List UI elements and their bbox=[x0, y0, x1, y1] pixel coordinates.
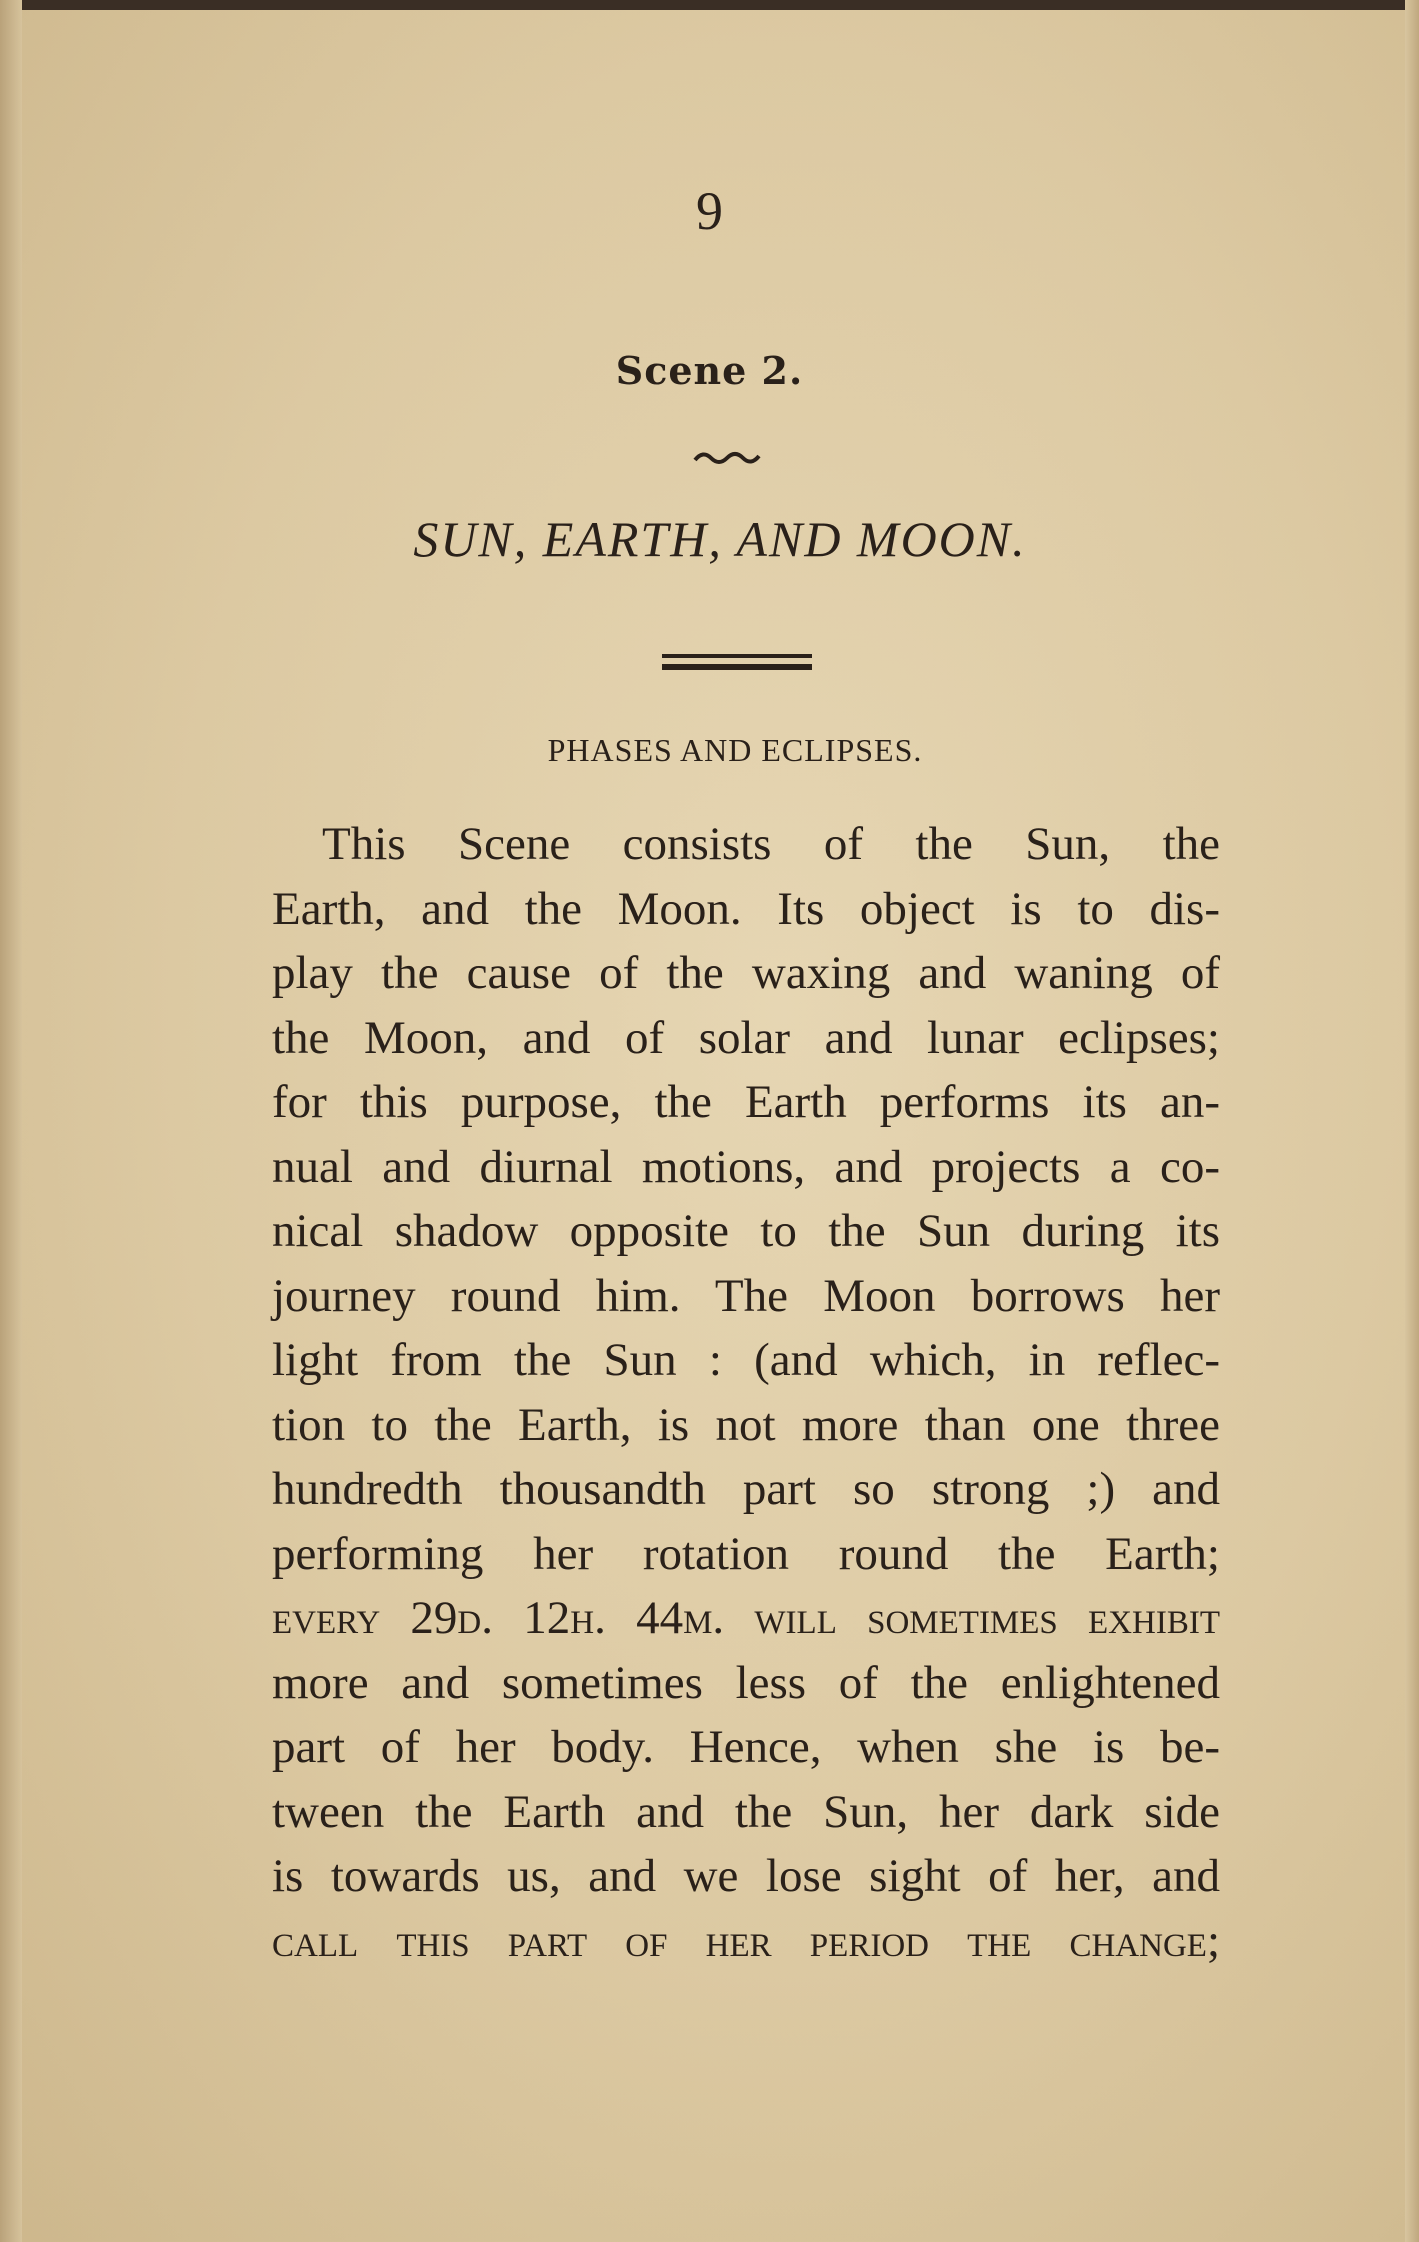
body-line: the Moon, and of solar and lunar eclipses; bbox=[272, 1011, 1220, 1064]
body-line: light from the Sun : (and which, in reflec- bbox=[272, 1334, 1220, 1386]
page-right-edge bbox=[1405, 0, 1419, 2242]
body-line: journey round him. The Moon borrows her bbox=[272, 1269, 1220, 1322]
body-line: every 29d. 12h. 44m. will sometimes exhibit bbox=[272, 1592, 1220, 1644]
chapter-title: SUN, EARTH, AND MOON. bbox=[413, 511, 1027, 567]
body-line: nical shadow opposite to the Sun during its bbox=[272, 1205, 1220, 1257]
body-line: tween the Earth and the Sun, her dark side bbox=[272, 1785, 1220, 1838]
page-number: 9 bbox=[696, 181, 723, 241]
body-line: more and sometimes less of the enlightened bbox=[272, 1656, 1220, 1709]
body-line: is towards us, and we lose sight of her, and bbox=[272, 1850, 1220, 1902]
body-line: call this part of her period the change; bbox=[272, 1914, 1220, 1967]
page-left-edge bbox=[0, 0, 22, 2242]
wave-ornament bbox=[693, 448, 763, 468]
section-subtitle: PHASES AND ECLIPSES. bbox=[547, 732, 923, 768]
body-line: nual and diurnal motions, and projects a co- bbox=[272, 1140, 1220, 1193]
body-line: for this purpose, the Earth performs its an- bbox=[272, 1076, 1220, 1128]
page-top-edge bbox=[0, 0, 1419, 10]
body-line: play the cause of the waxing and waning of bbox=[272, 947, 1220, 999]
body-line: Earth, and the Moon. Its object is to dis- bbox=[272, 882, 1220, 935]
body-line: tion to the Earth, is not more than one three bbox=[272, 1398, 1220, 1451]
body-text bbox=[272, 812, 1220, 1973]
body-line: performing her rotation round the Earth; bbox=[272, 1527, 1220, 1580]
double-rule-bottom bbox=[662, 664, 812, 670]
body-line: This Scene consists of the Sun, the bbox=[322, 818, 1220, 870]
body-line: part of her body. Hence, when she is be- bbox=[272, 1721, 1220, 1773]
body-line: hundredth thousandth part so strong ;) and bbox=[272, 1463, 1220, 1515]
scene-label: Scene 2. bbox=[615, 348, 804, 393]
double-rule-top bbox=[662, 654, 812, 658]
